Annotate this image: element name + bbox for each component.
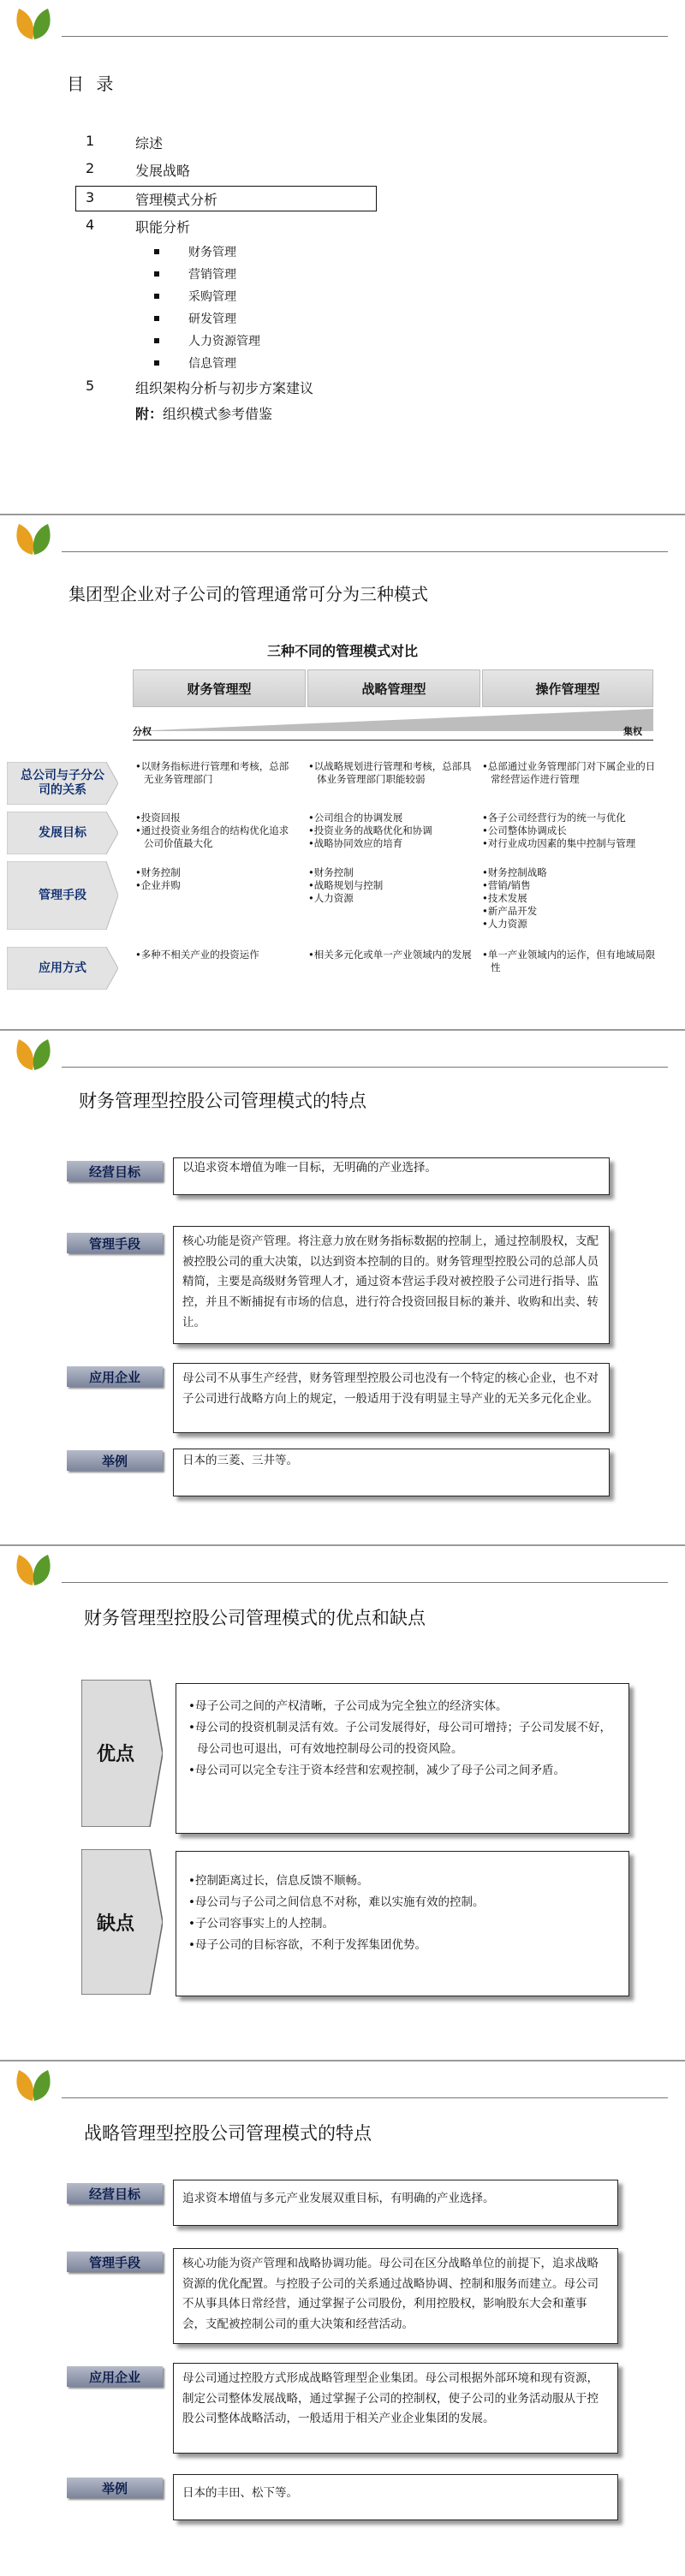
pros-label: 优点 <box>81 1680 163 1827</box>
cell-relation-strategy: •以战略规划进行管理和考核，总部具体业务管理部门职能较弱 <box>308 760 472 785</box>
bullet-square-icon <box>154 338 159 343</box>
right-label: 集权 <box>623 726 642 737</box>
compare-subtitle: 三种不同的管理模式对比 <box>266 643 418 659</box>
leaf-logo-icon <box>12 1551 55 1589</box>
toc-item-2[interactable]: 2 发展战略 <box>86 160 191 179</box>
text-example: 日本的丰田、松下等。 <box>173 2474 618 2520</box>
cons-label: 缺点 <box>81 1849 163 1995</box>
cell-goal-strategy: •公司组合的协调发展 •投资业务的战略优化和协调 •战略协同效应的培育 <box>308 812 432 849</box>
toc-subitem[interactable]: 信息管理 <box>154 354 236 372</box>
row-label-goal: 发展目标 <box>7 812 118 854</box>
leaf-logo-icon <box>12 5 55 43</box>
slide-compare <box>0 515 685 1031</box>
cell-goal-finance: •投资回报 •通过投资业务组合的结构优化追求公司价值最大化 <box>135 812 289 849</box>
toc-subitem[interactable]: 人力资源管理 <box>154 332 260 349</box>
text-means: 核心功能为资产管理和战略协调功能。母公司在区分战略单位的前提下，追求战略资源的优化配置。与控股子公司的关系通过战略协调、控制和服务而建立。母公司不从事具体日常经营，通过掌握子公司股份，利用控股权，影响股东大会和董事会，支配被控制公司的重大决策和经营活动。 <box>173 2248 618 2344</box>
bullet-square-icon <box>154 316 159 321</box>
toc-appendix[interactable]: 附： 组织模式参考借鉴 <box>135 406 273 422</box>
slide-finance-features <box>0 1031 685 1546</box>
title-rule <box>62 2097 668 2098</box>
text-example: 日本的三菱、三井等。 <box>173 1449 610 1496</box>
cell-means-strategy: •财务控制 •战略规划与控制 •人力资源 <box>308 866 384 904</box>
toc-subitem[interactable]: 财务管理 <box>154 243 236 260</box>
text-application: 母公司不从事生产经营，财务管理型控股公司也没有一个特定的核心企业，也不对子公司进行战略方向上的规定，一般适用于没有明显主导产业的无关多元化企业。 <box>173 1363 610 1433</box>
label-application: 应用企业 <box>67 2366 163 2387</box>
row-label-application: 应用方式 <box>7 947 118 990</box>
pros-list: •母子公司之间的产权清晰，子公司成为完全独立的经济实体。 •母公司的投资机制灵活有效。子公司发展得好，母公司可增持；子公司发展不好，母公司也可退出，可有效地控制母公司的投资风险。 •母公司可以完全专注于资本经营和宏观控制，减少了母子公司之间矛盾。 <box>176 1683 629 1834</box>
label-goal: 经营目标 <box>67 2183 163 2204</box>
title-rule <box>62 1582 668 1583</box>
toc-subitem[interactable]: 营销管理 <box>154 265 236 283</box>
decentralize-centralize-wedge <box>133 709 653 731</box>
slide-title: 集团型企业对子公司的管理通常可分为三种模式 <box>68 584 428 604</box>
toc-item-5[interactable]: 5 组织架构分析与初步方案建议 <box>86 378 314 396</box>
cell-application-operation: •单一产业领域内的运作，但有地域局限性 <box>482 949 656 973</box>
toc-subitem[interactable]: 采购管理 <box>154 288 236 305</box>
label-means: 管理手段 <box>67 2252 163 2272</box>
title-rule <box>62 551 668 552</box>
slide-title: 财务管理型控股公司管理模式的优点和缺点 <box>84 1608 426 1628</box>
cell-means-operation: •财务控制战略 •营销/销售 •技术发展 •新产品开发 •人力资源 <box>482 866 547 930</box>
column-header-strategy: 战略管理型 <box>307 669 480 707</box>
text-means: 核心功能是资产管理。将注意力放在财务指标数据的控制上，通过控制股权，支配被控股公司的重大决策，以达到资本控制的目的。财务管理型控股公司的总部人员精简，主要是高级财务管理人才，通过资本营运手段对被控股子公司进行指导、监控，并且不断捕捉有市场的信息，进行符合投资回报目标的兼并、收购和出卖、转让。 <box>173 1226 610 1344</box>
row-label-relation: 总公司与子分公司的关系 <box>7 762 118 805</box>
bullet-square-icon <box>154 360 159 366</box>
cell-application-strategy: •相关多元化或单一产业领域内的发展 <box>308 949 472 961</box>
leaf-logo-icon <box>12 521 55 558</box>
slide-strategy-features <box>0 2061 685 2576</box>
label-example: 举例 <box>67 2478 163 2498</box>
text-goal: 追求资本增值与多元产业发展双重目标，有明确的产业选择。 <box>173 2180 618 2226</box>
toc-item-3[interactable]: 3 管理模式分析 <box>86 189 218 208</box>
header-divider <box>133 740 653 741</box>
toc-item-4[interactable]: 4 职能分析 <box>86 217 191 235</box>
cell-relation-finance: •以财务指标进行管理和考核，总部无业务管理部门 <box>135 760 289 785</box>
toc-title: 目 录 <box>67 74 117 94</box>
column-header-finance: 财务管理型 <box>133 669 306 707</box>
slide-title: 战略管理型控股公司管理模式的特点 <box>84 2123 372 2144</box>
row-label-means: 管理手段 <box>7 861 118 930</box>
label-goal: 经营目标 <box>67 1161 163 1181</box>
text-application: 母公司通过控股方式形成战略管理型企业集团。母公司根据外部环境和现有资源，制定公司整体发展战略，通过掌握子公司的控制权，使子公司的业务活动服从于控股公司整体战略活动，一般适用于相关产业企业集团的发展。 <box>173 2363 618 2454</box>
cell-goal-operation: •各子公司经营行为的统一与优化 •公司整体协调成长 •对行业成功因素的集中控制与管理 <box>482 812 636 849</box>
toc-item-1[interactable]: 1 综述 <box>86 133 164 152</box>
cell-means-finance: •财务控制 •企业并购 <box>135 866 181 891</box>
text-goal: 以追求资本增值为唯一目标，无明确的产业选择。 <box>173 1157 610 1195</box>
title-rule <box>62 36 668 37</box>
column-header-operation: 操作管理型 <box>482 669 653 707</box>
bullet-square-icon <box>154 294 159 299</box>
left-label: 分权 <box>133 726 152 737</box>
slide-title: 财务管理型控股公司管理模式的特点 <box>79 1091 366 1111</box>
leaf-logo-icon <box>12 2067 55 2104</box>
bullet-square-icon <box>154 271 159 277</box>
label-means: 管理手段 <box>67 1233 163 1253</box>
title-rule <box>62 1067 668 1068</box>
leaf-logo-icon <box>12 1036 55 1074</box>
slide-toc <box>0 0 685 515</box>
cell-relation-operation: •总部通过业务管理部门对下属企业的日常经营运作进行管理 <box>482 760 656 785</box>
cell-application-finance: •多种不相关产业的投资运作 <box>135 949 259 961</box>
label-example: 举例 <box>67 1450 163 1471</box>
toc-subitem[interactable]: 研发管理 <box>154 310 236 327</box>
slide-pros-cons <box>0 1546 685 2061</box>
label-application: 应用企业 <box>67 1366 163 1387</box>
cons-list: •控制距离过长，信息反馈不顺畅。 •母公司与子公司之间信息不对称，难以实施有效的控制。 •子公司容事实上的人控制。 •母子公司的目标容欲，不利于发挥集团优势。 <box>176 1851 629 1996</box>
bullet-square-icon <box>154 249 159 254</box>
